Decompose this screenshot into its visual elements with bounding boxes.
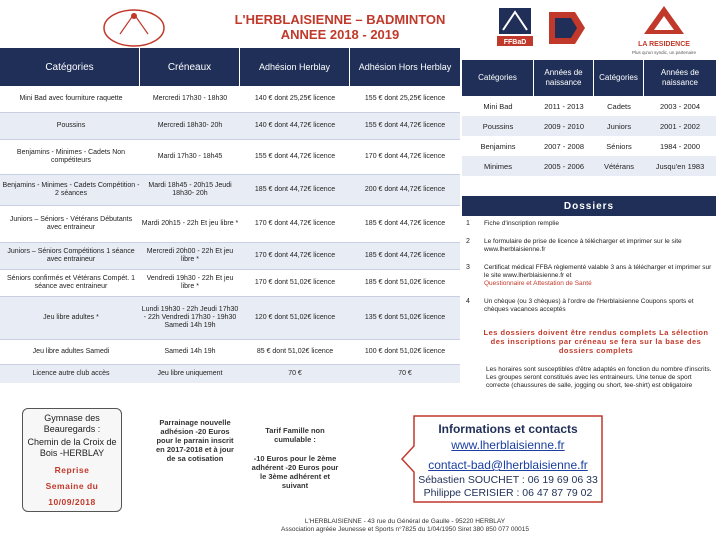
row-slot: Mercredi 20h00 - 22h Et jeu libre * (146, 248, 234, 263)
header-adhesion-hors: Adhésion Hors Herblay (350, 48, 460, 86)
age-cell: 2009 - 2010 (543, 121, 585, 131)
age-cell: 2003 - 2004 (659, 101, 701, 111)
svg-text:LA RESIDENCE: LA RESIDENCE (638, 41, 690, 48)
age-cell: 2005 - 2006 (543, 161, 585, 171)
schedule-table (0, 86, 460, 383)
row-slot: Mardi 20h15 - 22h Et jeu libre * (141, 220, 239, 227)
row-price-hors: 155 € dont 44,72€ licence (364, 122, 446, 129)
row-slot: Mercredi 17h30 - 18h30 (152, 95, 228, 102)
table-row (0, 270, 460, 296)
table-row (0, 340, 460, 364)
schedule-header (0, 48, 460, 86)
tarif-famille-text: -10 Euros pour le 2ème adhérent -20 Euros pour le 3ème adhérent et suivant (251, 454, 339, 490)
row-category: Séniors confirmés et Vétérans Compét. 1 séance avec entraineur (6, 275, 135, 290)
age-header-year2: Années de naissance (644, 60, 716, 96)
row-price-hors: 185 € dont 44,72€ licence (364, 220, 446, 227)
row-price-herblay: 120 € dont 51,02€ licence (254, 314, 336, 321)
row-category: Benjamins - Minimes - Cadets Compétition - 2 séances (2, 182, 140, 197)
row-slot: Samedi 14h 19h (164, 348, 216, 355)
title-line-2: ANNEE 2018 - 2019 (280, 27, 400, 42)
row-price-herblay: 140 € dont 44,72€ licence (254, 122, 336, 129)
row-slot: Mardi 18h45 - 20h15 Jeudi 18h30- 20h (148, 182, 232, 197)
age-cell: 2001 - 2002 (659, 121, 701, 131)
table-row (0, 86, 460, 112)
list-item (466, 264, 716, 298)
row-category: Jeu libre adultes Samedi (32, 348, 110, 355)
row-price-herblay: 155 € dont 44,72€ licence (254, 153, 336, 160)
table-row (0, 140, 460, 174)
item-number: 1 (466, 220, 470, 227)
age-header-cat2: Catégories (594, 60, 644, 96)
dossiers-list (466, 220, 716, 320)
age-cell: Mini Bad (483, 101, 513, 111)
age-header-cat1: Catégories (462, 60, 534, 96)
table-row (0, 297, 460, 339)
tarif-famille (250, 426, 340, 490)
item-number: 4 (466, 298, 470, 305)
row-price-herblay: 185 € dont 44,72€ licence (254, 186, 336, 193)
row-category: Juniors – Séniors Compétitions 1 séance avec entraineur (7, 248, 135, 263)
row-price-herblay: 170 € dont 51,02€ licence (254, 279, 336, 286)
footer-line-1: L'HERBLAISIENNE - 43 rue du Général de Gaulle - 95220 HERBLAY (304, 518, 506, 525)
table-row (0, 365, 460, 383)
row-price-hors: 200 € dont 44,72€ licence (364, 186, 446, 193)
reprise-label: Reprise (54, 465, 90, 475)
item-number: 2 (466, 238, 470, 245)
row-price-herblay: 170 € dont 44,72€ licence (254, 252, 336, 259)
list-item (466, 238, 716, 264)
age-cell: Vétérans (603, 161, 635, 171)
row-price-hors: 185 € dont 44,72€ licence (364, 252, 446, 259)
age-cell: 2007 - 2008 (543, 141, 585, 151)
age-table-header (462, 60, 716, 96)
table-row (0, 175, 460, 205)
row-price-herblay: 170 € dont 44,72€ licence (254, 220, 336, 227)
age-cell: Jusqu'en 1983 (655, 161, 705, 171)
row-price-herblay: 70 € (288, 370, 302, 377)
website-link[interactable]: www.lherblaisienne.fr (451, 438, 565, 452)
horaires-note: Les horaires sont susceptibles d'être adaptés en fonction du nombre d'inscrits. Les groupes seront constitués avec les entraineurs. Une tenue de sport correcte (chaussures de salle, jogging ou short, tee-shirt) est obligatoire (486, 366, 712, 389)
row-category: Benjamins - Minimes - Cadets Non compétiteurs (16, 149, 126, 164)
footer (240, 518, 570, 534)
residence-logo (620, 4, 708, 56)
item-text: Fiche d'inscription remplie (484, 220, 559, 227)
table-row (0, 243, 460, 269)
page-title (190, 12, 490, 42)
gym-info-box (22, 408, 122, 512)
parrainage-text: Parrainage nouvelle adhésion -20 Euros pour le parrain inscrit en 2017-2018 et à jour de sa cotisation (156, 418, 234, 463)
row-category: Licence autre club accès (32, 370, 110, 377)
age-cell: Juniors (606, 121, 632, 131)
row-slot: Lundi 19h30 - 22h Jeudi 17h30 - 22h Vendredi 17h30 - 19h30 Samedi 14h 19h (141, 306, 239, 329)
row-category: Mini Bad avec fourniture raquette (19, 95, 123, 102)
table-row (0, 206, 460, 242)
age-cell: 2011 - 2013 (544, 101, 584, 111)
age-cell: Minimes (484, 161, 512, 171)
header-categories: Catégories (0, 48, 140, 86)
gym-address: Chemin de la Croix de Bois -HERBLAY (27, 437, 117, 458)
row-category: Poussins (56, 122, 86, 129)
svg-text:FFBaD: FFBaD (503, 39, 527, 46)
reprise-date: 10/09/2018 (48, 497, 96, 507)
age-row (462, 156, 716, 176)
list-item (466, 220, 716, 238)
dossiers-header: Dossiers (462, 196, 716, 216)
age-row (462, 136, 716, 156)
age-cell: 1984 - 2000 (659, 141, 701, 151)
item-text: Certificat médical FFBA règlementé valable 3 ans à télécharger et imprimer sur le site www.lherblaisienne.fr et (484, 264, 712, 279)
row-slot: Mercredi 18h30- 20h (157, 122, 223, 129)
row-slot: Jeu libre uniquement (157, 370, 223, 377)
row-price-hors: 185 € dont 51,02€ licence (364, 279, 446, 286)
row-category: Jeu libre adultes * (43, 314, 99, 321)
age-cell: Poussins (482, 121, 514, 131)
title-line-1: L'HERBLAISIENNE – BADMINTON (234, 12, 446, 27)
contacts-box (400, 414, 616, 504)
email-link[interactable]: contact-bad@lherblaisienne.fr (428, 458, 588, 472)
age-header-year1: Années de naissance (534, 60, 594, 96)
header-adhesion-herblay: Adhésion Herblay (240, 48, 350, 86)
age-cell: Séniors (606, 141, 632, 151)
item-text: Le formulaire de prise de licence à télécharger et imprimer sur le site www.lherblaisienne.fr (484, 238, 682, 253)
age-cell: Cadets (607, 101, 631, 111)
row-price-hors: 155 € dont 25,25€ licence (364, 95, 446, 102)
row-price-herblay: 140 € dont 25,25€ licence (254, 95, 336, 102)
tarif-famille-title: Tarif Famille non cumulable : (265, 426, 325, 444)
age-row (462, 116, 716, 136)
row-price-hors: 170 € dont 44,72€ licence (364, 153, 446, 160)
club-logo (100, 4, 168, 52)
table-row (0, 113, 460, 139)
age-cell: Benjamins (480, 141, 516, 151)
gym-name: Gymnase des Beauregards : (43, 413, 101, 434)
row-category: Juniors – Séniors - Vétérans Débutants avec entraineur (9, 216, 133, 231)
row-slot: Mardi 17h30 - 18h45 (157, 153, 223, 160)
row-price-hors: 135 € dont 51,02€ licence (364, 314, 446, 321)
list-item (466, 298, 716, 320)
row-price-hors: 70 € (398, 370, 412, 377)
cdbvo-logo (545, 6, 590, 50)
item-text: Un chèque (ou 3 chèques) à l'ordre de l'Herblaisienne Coupons sports et chèques vacances acceptés (484, 298, 694, 313)
age-table (462, 60, 716, 176)
contact-person-2: Philippe CERISIER : 06 47 87 79 02 (423, 487, 593, 499)
footer-line-2: Association agréée Jeunesse et Sports n°7825 du 1/04/1950 Siret 380 850 077 00015 (281, 526, 529, 533)
header-creneaux: Créneaux (140, 48, 240, 86)
semaine-label: Semaine du (45, 481, 99, 491)
ffbad-logo (495, 6, 535, 50)
age-row (462, 96, 716, 116)
item-number: 3 (466, 264, 470, 271)
dossiers-warning: Les dossiers doivent être rendus complets La sélection des inscriptions par créneau se fera sur la base des dossiers complets (483, 328, 709, 355)
item-extra: Questionnaire et Attestation de Santé (484, 280, 592, 287)
row-price-herblay: 85 € dont 51,02€ licence (256, 348, 334, 355)
row-price-hors: 100 € dont 51,02€ licence (364, 348, 446, 355)
contact-person-1: Sébastien SOUCHET : 06 19 69 06 33 (418, 474, 598, 486)
contacts-title: Informations et contacts (438, 422, 578, 436)
svg-text:Plus qu'un syndic, un partenai: Plus qu'un syndic, un partenaire (632, 50, 696, 55)
row-slot: Vendredi 19h30 - 22h Et jeu libre * (146, 275, 234, 290)
